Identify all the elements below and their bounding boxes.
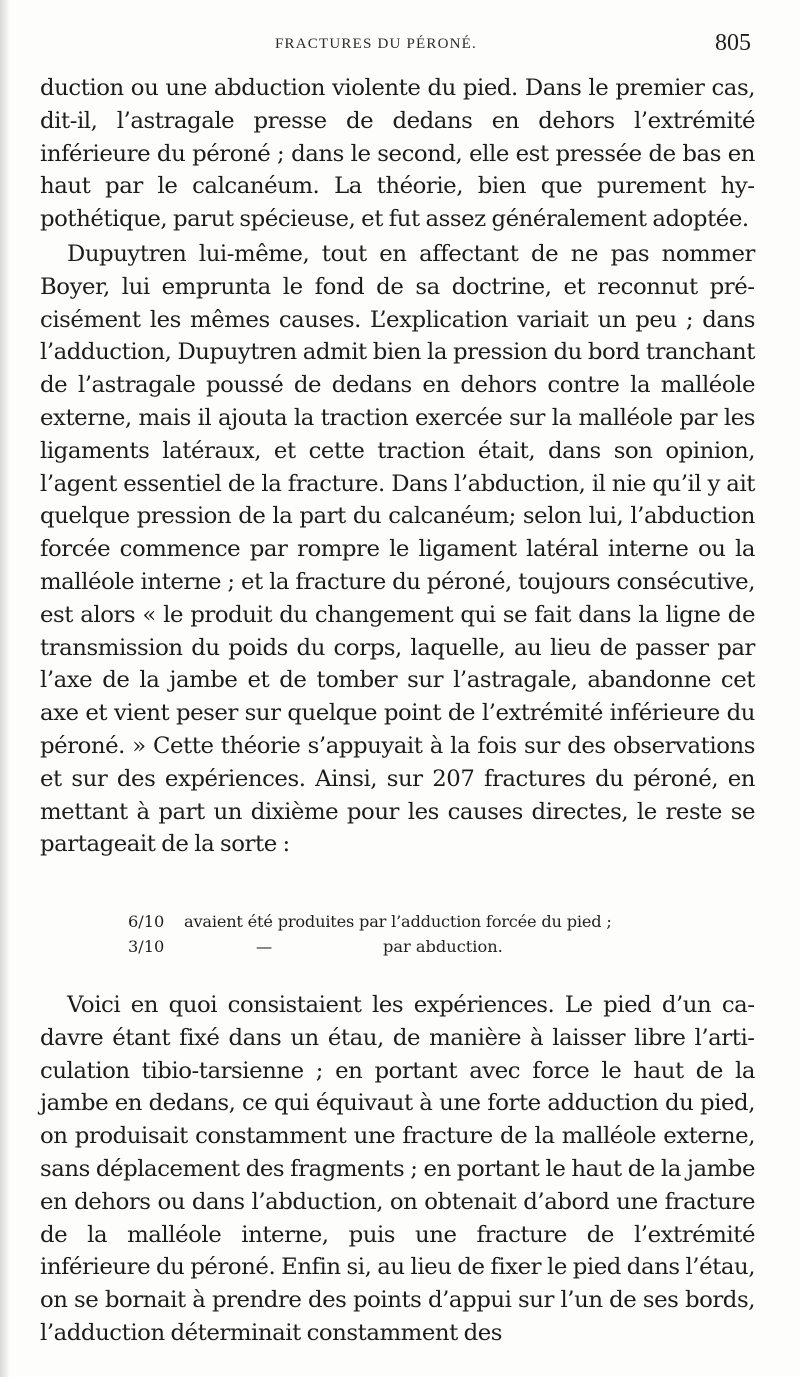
ditto-dash: — — [256, 937, 273, 956]
body-text-top — [40, 72, 755, 861]
page-number: 805 — [715, 30, 751, 56]
paragraph-experiences: Voici en quoi consistaient les expériences. Le pied d’un cadavre étant fixé dans un étau, de manière à laisser libre l’articulation tibio-tarsienne ; en portant avec force le haut de la jambe en dedans, ce qui équivaut à une forte adduction du pied, on produisait constamment une fracture de la malléole externe, sans déplacement des fragments ; en portant le haut de la jambe en dehors ou dans l’abduction, on obtenait d’abord une fracture de la malléole interne, puis une fracture de l’extrémité inférieure du péroné. Enfin si, au lieu de fixer le pied dans l’étau, on se bornait à prendre des points d’appui sur l’un de ses bords, l’adduction déterminait constamment des — [40, 992, 755, 1346]
statistics-table — [128, 909, 728, 959]
table-row — [128, 934, 728, 959]
paragraph-dupuytren: Dupuytren lui-même, tout en affectant de ne pas nommer Boyer, lui emprunta le fond de sa doctrine, et reconnut précisément les mêmes causes. L’explication variait un peu ; dans l’adduction, Dupuytren admit bien la pression du bord tranchant de l’astragale poussé de dedans en dehors contre la malléole externe, mais il ajouta la traction exercée sur la malléole par les ligaments latéraux, et cette traction était, dans son opinion, l’agent essentiel de la fracture. Dans l’abduction, il nie qu’il y ait quelque pression de la part du calcanéum; selon lui, l’abduction forcée commence par rompre le ligament latéral interne ou la malléole interne ; et la fracture du péroné, toujours consécutive, est alors « le produit du changement qui se fait dans la ligne de transmission du poids du corps, laquelle, au lieu de passer par l’axe de la jambe et de tomber sur l’astragale, abandonne cet axe et vient peser sur quelque point de l’extrémité inférieure du péroné. » Cette théorie s’appuyait à la fois sur des observations et sur des expériences. Ainsi, sur 207 fractures du péroné, en mettant à part un dixième pour les causes directes, le reste se partageait de la sorte : — [40, 240, 755, 858]
running-title: FRACTURES DU PÉRONÉ. — [275, 36, 477, 52]
description-cell: par abduction. — [383, 937, 503, 956]
fraction-cell: 6/10 — [128, 912, 165, 931]
fraction-cell: 3/10 — [128, 937, 165, 956]
table-row — [128, 909, 728, 934]
running-header — [40, 30, 755, 60]
body-text-bottom — [40, 987, 755, 1350]
page-edge-shadow — [0, 0, 10, 1377]
paragraph-continuation: duction ou une abduction violente du pied. Dans le premier cas, dit-il, l’astragale presse de dedans en dehors l’extrémité inférieure du péroné ; dans le second, elle est pressée de bas en haut par le calcanéum. La théorie, bien que purement hypothétique, parut spécieuse, et fut assez généralement adoptée. — [40, 75, 755, 233]
description-cell: avaient été produites par l’adduction forcée du pied ; — [184, 912, 612, 931]
